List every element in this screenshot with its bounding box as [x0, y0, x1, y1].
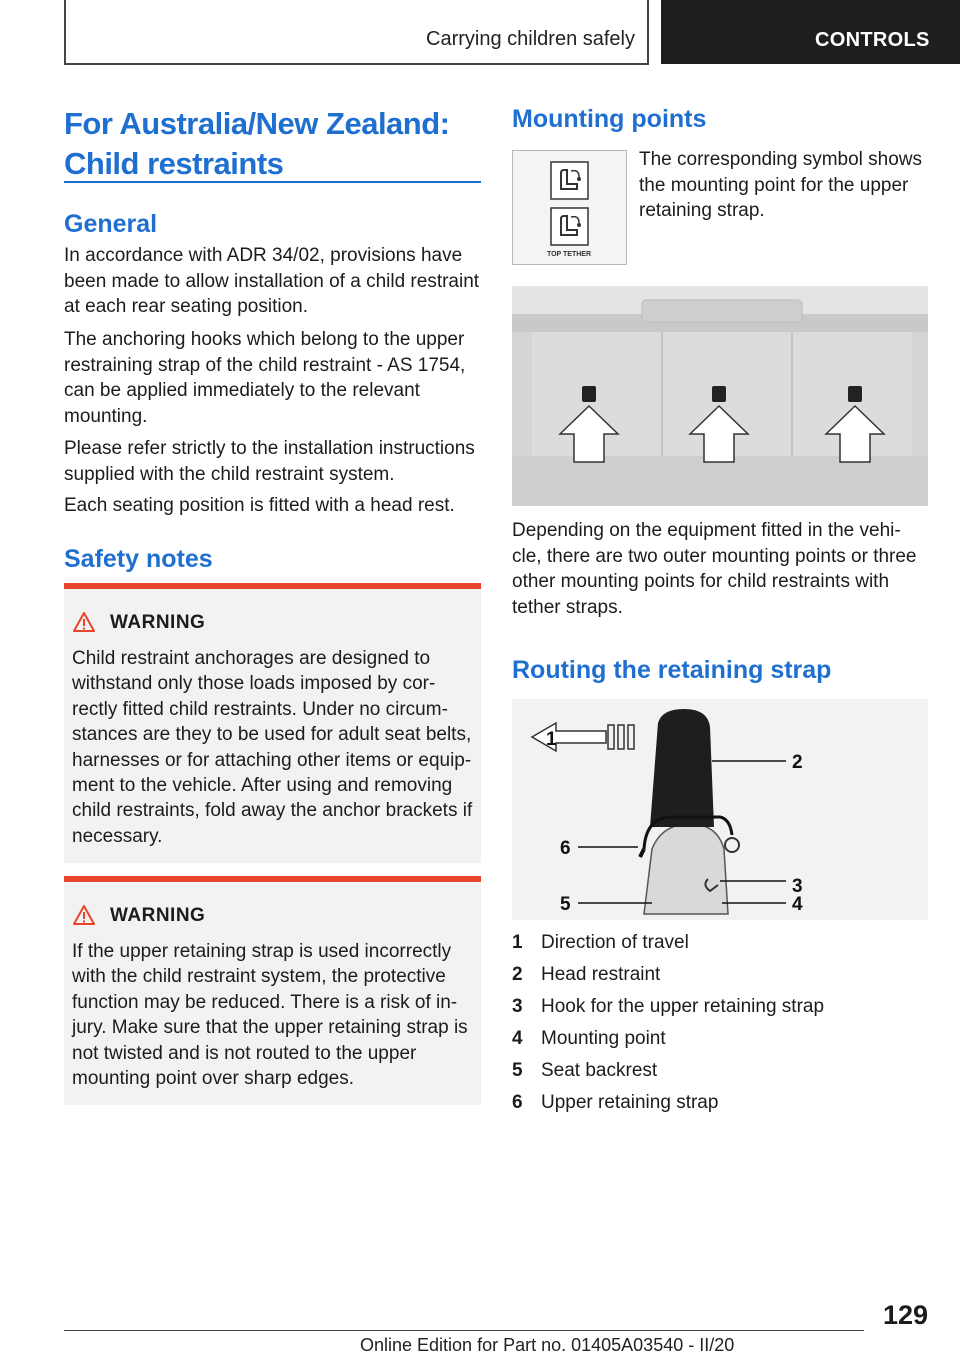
- child-seat-anchor-icon: [513, 151, 626, 264]
- warning-triangle-icon: [73, 905, 95, 925]
- luggage-compartment-photo: [512, 286, 928, 506]
- warning-text: Child restraint anchorages are designed to withstand only those loads imposed by cor-rectly fitted child restraints. Under no circum-stances are they to be used for adult seat belts, harnesses or for attaching other items or equip-ment to the vehicle. After using and removing child restraints, fold away the anchor brackets if necessary.: [72, 648, 473, 847]
- header-left-rule: [64, 0, 66, 64]
- page-title: [64, 104, 481, 184]
- legend-number: 6: [512, 1092, 523, 1113]
- general-heading: General: [64, 210, 158, 238]
- header-section-title: Carrying children safely: [426, 28, 635, 50]
- legend-item: [512, 996, 928, 1028]
- legend-item: [512, 1060, 928, 1092]
- general-paragraph-4: Each seating position is fitted with a head rest.: [64, 495, 455, 516]
- legend-number: 1: [512, 932, 523, 953]
- header-separator: [647, 0, 649, 64]
- warning-bar: [64, 876, 481, 882]
- warning-title: WARNING: [110, 905, 206, 926]
- legend-item: [512, 1028, 928, 1060]
- top-tether-label: TOP TETHER: [546, 251, 592, 258]
- legend-number: 2: [512, 964, 523, 985]
- callout-6: 6: [560, 838, 571, 859]
- callout-3: 3: [792, 876, 803, 897]
- warning-box-2: [64, 876, 481, 1105]
- footer-edition: Online Edition for Part no. 01405A03540 - II/20: [360, 1335, 735, 1355]
- legend-label: Seat backrest: [541, 1060, 658, 1081]
- footer-rule: [64, 1330, 864, 1331]
- equipment-text: Depending on the equipment fitted in the vehi-cle, there are two outer mounting points or three other mounting points for child restraints with tether straps.: [512, 520, 917, 618]
- routing-heading: Routing the retaining strap: [512, 656, 832, 684]
- warning-triangle-icon: [73, 612, 95, 632]
- page-title-line2: Child restraints: [64, 146, 284, 181]
- header-chapter-label: CONTROLS: [815, 29, 930, 51]
- strap-routing-diagram: [512, 699, 928, 920]
- legend-item: [512, 1092, 928, 1124]
- legend-number: 3: [512, 996, 523, 1017]
- warning-box-1: [64, 583, 481, 863]
- warning-title: WARNING: [110, 612, 206, 633]
- mounting-points-text: The corresponding symbol shows the mounting point for the upper retaining strap.: [639, 149, 923, 221]
- page-number: 129: [882, 1300, 928, 1330]
- top-tether-symbol: [512, 150, 627, 265]
- page-title-line1: For Australia/New Zealand:: [64, 106, 450, 141]
- safety-notes-heading: Safety notes: [64, 545, 213, 573]
- callout-4: 4: [792, 894, 803, 915]
- legend-label: Mounting point: [541, 1028, 666, 1049]
- legend-label: Head restraint: [541, 964, 661, 985]
- callout-1: 1: [546, 729, 557, 750]
- mounting-points-heading: Mounting points: [512, 105, 707, 133]
- general-paragraph-1: In accordance with ADR 34/02, provisions have been made to allow installation of a child restraint at each rear seating position.: [64, 245, 480, 317]
- legend-number: 4: [512, 1028, 523, 1049]
- legend-label: Upper retaining strap: [541, 1092, 719, 1113]
- head-restraint-illustration: [512, 699, 928, 920]
- warning-text: If the upper retaining strap is used incorrectly with the child restraint system, the protective function may be reduced. There is a risk of in-jury. Make sure that the upper retaining strap is not twisted and is not routed to the upper mounting point over sharp edges.: [72, 941, 468, 1090]
- legend-item: [512, 964, 928, 996]
- legend-label: Hook for the upper retaining strap: [541, 996, 825, 1017]
- legend-label: Direction of travel: [541, 932, 689, 953]
- warning-bar: [64, 583, 481, 589]
- general-paragraph-2: The anchoring hooks which belong to the upper restraining strap of the child restraint - AS 1754, can be applied immediately to the relevant mounting.: [64, 329, 466, 427]
- mounting-points-illustration: [512, 286, 928, 506]
- title-underline: [64, 181, 481, 183]
- legend-number: 5: [512, 1060, 523, 1081]
- header-bottom-rule: [64, 63, 649, 65]
- header-chapter-tab[interactable]: [661, 0, 960, 64]
- callout-5: 5: [560, 894, 571, 915]
- callout-2: 2: [792, 752, 803, 773]
- legend-item: [512, 932, 928, 964]
- general-paragraph-3: Please refer strictly to the installation instructions supplied with the child restraint system.: [64, 438, 475, 485]
